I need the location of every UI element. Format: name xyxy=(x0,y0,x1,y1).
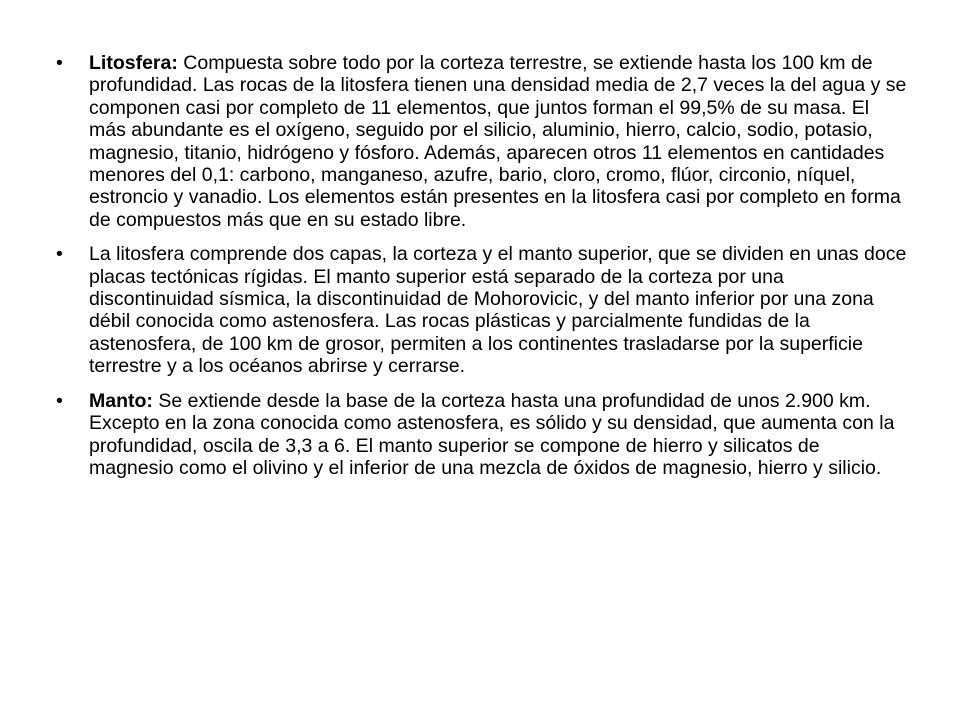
bullet-text: La litosfera comprende dos capas, la corteza y el manto superior, que se dividen en unas doce placas tectónicas rígidas. El manto superior está separado de la corteza por una discontinuidad sísmica, la discontinuidad de Mohorovicic, y del manto inferior por una zona débil conocida como astenosfera. Las rocas plásticas y parcialmente fundidas de la astenosfera, de 100 km de grosor, permiten a los continentes trasladarse por la superficie terrestre y a los océanos abrirse y cerrarse. xyxy=(89,243,907,378)
bullet-text: Se extiende desde la base de la corteza hasta una profundidad de unos 2.900 km. Excepto en la zona conocida como astenosfera, es sólido y su densidad, que aumenta con la profundidad, oscila de 3,3 a 6. El manto superior se compone de hierro y silicatos de magnesio como el olivino y el inferior de una mezcla de óxidos de magnesio, hierro y silicio. xyxy=(89,389,895,479)
bullet-heading: Manto: xyxy=(89,389,153,412)
bullet-marker: • xyxy=(56,389,63,412)
bullet-marker: • xyxy=(56,243,63,266)
bullet-manto xyxy=(56,390,908,480)
bullet-marker: • xyxy=(56,52,63,74)
bullet-list xyxy=(56,52,908,491)
bullet-litosfera xyxy=(56,52,908,231)
bullet-capas xyxy=(56,243,908,377)
bullet-heading: Litosfera: xyxy=(89,52,178,74)
bullet-text: Compuesta sobre todo por la corteza terrestre, se extiende hasta los 100 km de profundidad. Las rocas de la litosfera tienen una densidad media de 2,7 veces la del agua y se componen casi por completo de 11 elementos, que juntos forman el 99,5% de su masa. El más abundante es el oxígeno, seguido por el silicio, aluminio, hierro, calcio, sodio, potasio, magnesio, titanio, hidrógeno y fósforo. Además, aparecen otros 11 elementos en cantidades menores del 0,1: carbono, manganeso, azufre, bario, cloro, cromo, flúor, circonio, níquel, estroncio y vanadio. Los elementos están presentes en la litosfera casi por completo en forma de compuestos más que en su estado libre. xyxy=(89,52,907,231)
